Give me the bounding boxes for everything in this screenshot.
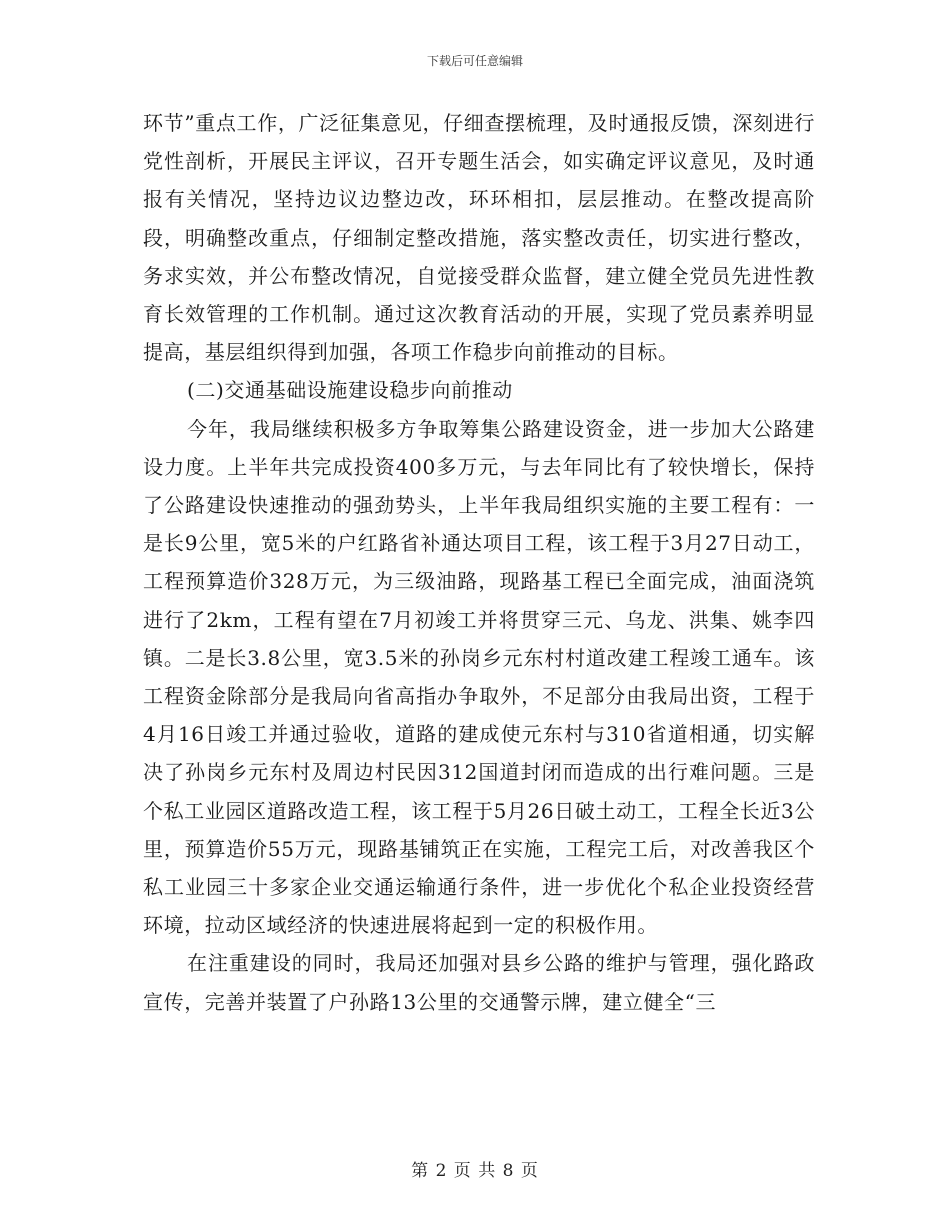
page-number-footer: 第 2 页 共 8 页 bbox=[411, 1161, 539, 1181]
page-header-note: 下载后可任意编辑 bbox=[426, 54, 523, 68]
paragraph-road-maintenance: 在注重建设的同时，我局还加强对县乡公路的维护与管理，强化路政宣传，完善并装置了户孙路13公里的交通警示牌，建立健全“三 bbox=[143, 951, 815, 1014]
paragraph-road-construction: 今年，我局继续积极多方争取筹集公路建设资金，进一步加大公路建设力度。上半年共完成投资400多万元，与去年同比有了较快增长，保持了公路建设快速推动的强劲势头，上半年我局组织实施的主要工程有：一是长9公里，宽5米的户红路省补通达项目工程，该工程于3月27日动工，工程预算造价328万元，为三级油路，现路基工程已全面完成，油面浇筑进行了2km，工程有望在7月初竣工并将贯穿三元、乌龙、洪集、姚李四镇。二是长3.8公里，宽3.5米的孙岗乡元东村村道改建工程竣工通车。该工程资金除部分是我局向省高指办争取外，不足部分由我局出资，工程于4月16日竣工并通过验收，道路的建成使元东村与310省道相通，切实解决了孙岗乡元东村及周边村民因312国道封闭而造成的出行难问题。三是个私工业园区道路改造工程，该工程于5月26日破土动工，工程全长近3公里，预算造价55万元，现路基铺筑正在实施，工程完工后，对改善我区个私工业园三十多家企业交通运输通行条件，进一步优化个私企业投资经营环境，拉动区域经济的快速进展将起到一定的积极作用。 bbox=[143, 416, 815, 938]
section-heading-transport: (二)交通基础设施建设稳步向前推动 bbox=[187, 378, 513, 403]
paragraph-party-education: 环节”重点工作，广泛征集意见，仔细查摆梳理，及时通报反馈，深刻进行党性剖析，开展民主评议，召开专题生活会，如实确定评议意见，及时通报有关情况，坚持边议边整边改，环环相扣，层层推动。在整改提高阶段，明确整改重点，仔细制定整改措施，落实整改责任，切实进行整改，务求实效，并公布整改情况，自觉接受群众监督，建立健全党员先进性教育长效管理的工作机制。通过这次教育活动的开展，实现了党员素养明显提高，基层组织得到加强，各项工作稳步向前推动的目标。 bbox=[143, 111, 815, 365]
document-body bbox=[143, 104, 815, 1021]
